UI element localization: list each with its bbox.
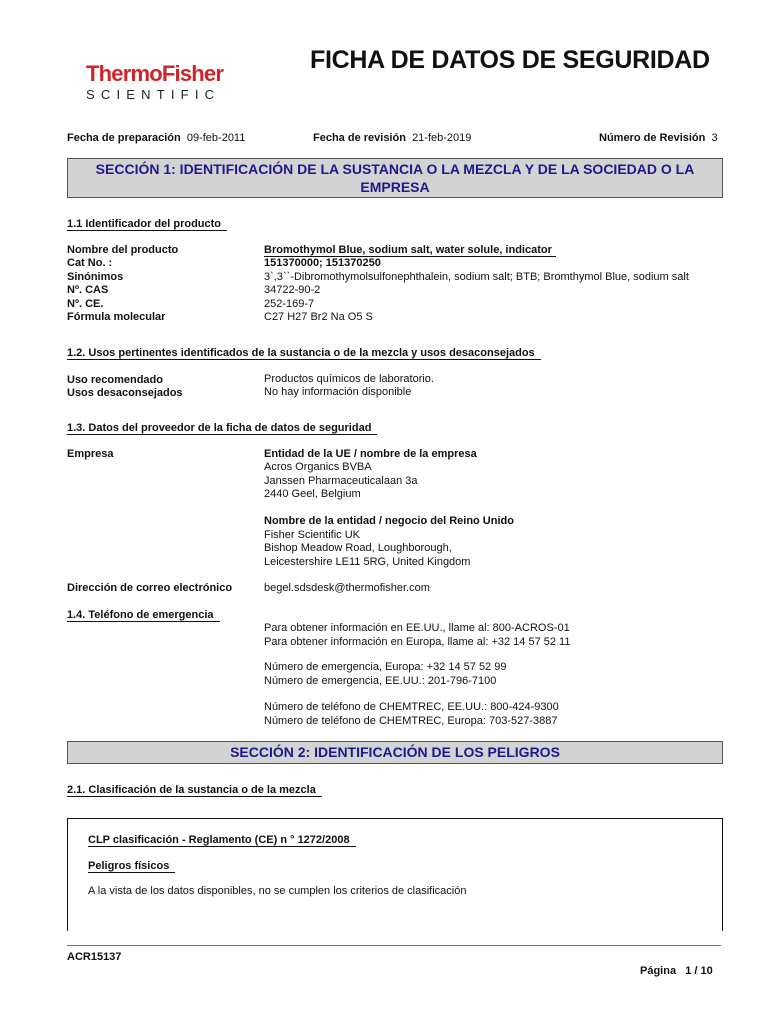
company-logo xyxy=(86,62,256,103)
product-name-value: Bromothymol Blue, sodium salt, water solule, indicator xyxy=(264,244,556,256)
emergency-line: Para obtener información en Europa, llame al: +32 14 57 52 11 xyxy=(264,636,571,648)
page-value: 1 / 10 xyxy=(685,965,713,977)
uk-address-line: Leicestershire LE11 5RG, United Kingdom xyxy=(264,556,471,568)
ce-value: 252-169-7 xyxy=(264,298,315,310)
email-label: Dirección de correo electrónico xyxy=(67,582,233,594)
subsection-1-1: 1.1 Identificador del producto xyxy=(67,218,227,230)
uk-address-line: Fisher Scientific UK xyxy=(264,529,360,541)
company-label: Empresa xyxy=(67,448,114,460)
clp-heading: CLP clasificación - Reglamento (CE) n ° 1272/2008 xyxy=(88,834,356,846)
cat-value: 151370000; 151370250 xyxy=(264,257,381,269)
rev-date xyxy=(313,132,471,144)
eu-address-line: Acros Organics BVBA xyxy=(264,461,372,473)
subsection-2-1: 2.1. Clasificación de la sustancia o de la mezcla xyxy=(67,784,322,796)
revision-number-label: Número de Revisión xyxy=(599,132,706,144)
eu-address-line: Janssen Pharmaceuticalaan 3a xyxy=(264,475,418,487)
rev-date-label: Fecha de revisión xyxy=(313,132,406,144)
prep-date-label: Fecha de preparación xyxy=(67,132,181,144)
section1-title-line1: SECCIÓN 1: IDENTIFICACIÓN DE LA SUSTANCIA O LA MEZCLA Y DE LA SOCIEDAD O LA xyxy=(95,161,695,177)
subsection-1-3: 1.3. Datos del proveedor de la ficha de datos de seguridad xyxy=(67,422,377,434)
recommended-use-value: Productos químicos de laboratorio. xyxy=(264,373,434,385)
ce-label: Nº. CE. xyxy=(67,298,104,310)
section2-title: SECCIÓN 2: IDENTIFICACIÓN DE LOS PELIGROS xyxy=(230,744,560,760)
rev-date-value: 21-feb-2019 xyxy=(412,132,472,144)
emergency-line: Para obtener información en EE.UU., llame al: 800-ACROS-01 xyxy=(264,622,570,634)
page-number xyxy=(640,965,713,977)
logo-brand-bottom: SCIENTIFIC xyxy=(86,87,221,102)
eu-address-line: 2440 Geel, Belgium xyxy=(264,488,361,500)
unadvised-use-label: Usos desaconsejados xyxy=(67,387,183,399)
eu-entity-heading: Entidad de la UE / nombre de la empresa xyxy=(264,448,477,460)
emergency-line: Número de emergencia, EE.UU.: 201-796-7100 xyxy=(264,675,497,687)
prep-date-value: 09-feb-2011 xyxy=(186,132,246,144)
physical-hazards-text: A la vista de los datos disponibles, no se cumplen los criterios de clasificación xyxy=(88,885,467,897)
footer-divider xyxy=(67,945,721,946)
emergency-line: Número de teléfono de CHEMTREC, Europa: 703-527-3887 xyxy=(264,715,558,727)
email-value[interactable]: begel.sdsdesk@thermofisher.com xyxy=(264,582,430,594)
uk-entity-heading: Nombre de la entidad / negocio del Reino Unido xyxy=(264,515,514,527)
emergency-line: Número de emergencia, Europa: +32 14 57 52 99 xyxy=(264,661,507,673)
document-title: FICHA DE DATOS DE SEGURIDAD xyxy=(310,46,710,74)
synonyms-label: Sinónimos xyxy=(67,271,124,283)
logo-brand-top: ThermoFisher xyxy=(86,61,224,86)
revision-number xyxy=(599,132,718,144)
physical-hazards-heading: Peligros físicos xyxy=(88,860,175,872)
cas-value: 34722-90-2 xyxy=(264,284,321,296)
emergency-line: Número de teléfono de CHEMTREC, EE.UU.: 800-424-9300 xyxy=(264,701,559,713)
cat-label: Cat No. : xyxy=(67,257,113,269)
formula-label: Fórmula molecular xyxy=(67,311,166,323)
section1-header xyxy=(67,158,723,198)
page-label: Página xyxy=(640,965,677,977)
prep-date xyxy=(67,132,245,144)
unadvised-use-value: No hay información disponible xyxy=(264,386,412,398)
product-name-label: Nombre del producto xyxy=(67,244,179,256)
recommended-use-label: Uso recomendado xyxy=(67,374,163,386)
subsection-1-4: 1.4. Teléfono de emergencia xyxy=(67,609,220,621)
uk-address-line: Bishop Meadow Road, Loughborough, xyxy=(264,542,452,554)
subsection-1-2: 1.2. Usos pertinentes identificados de la sustancia o de la mezcla y usos desaconsejados xyxy=(67,347,541,359)
section2-header xyxy=(67,741,723,764)
synonyms-value: 3`,3``-Dibromothymolsulfonephthalein, sodium salt; BTB; Bromthymol Blue, sodium salt xyxy=(264,271,689,283)
formula-value: C27 H27 Br2 Na O5 S xyxy=(264,311,373,323)
section1-title-line2: EMPRESA xyxy=(360,179,430,195)
document-id: ACR15137 xyxy=(67,951,122,963)
revision-number-value: 3 xyxy=(711,132,718,144)
cas-label: Nº. CAS xyxy=(67,284,109,296)
